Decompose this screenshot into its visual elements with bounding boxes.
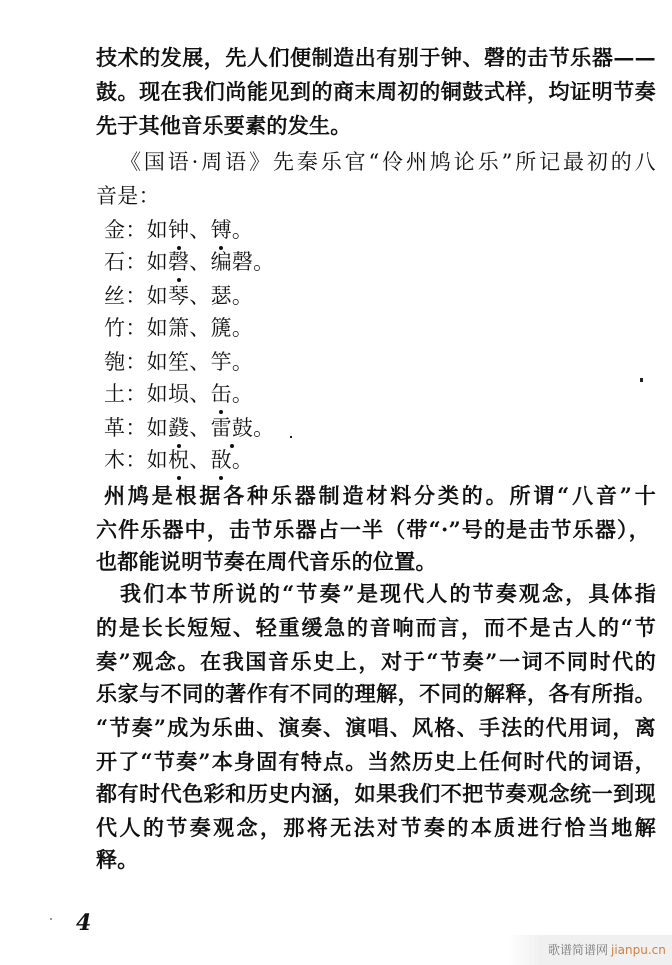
- text-line: 奏”观念。在我国音乐史上，对于“节奏”一词不同时代的: [96, 649, 656, 674]
- instrument-name: 瑟: [210, 284, 232, 308]
- prefix: 如: [146, 316, 168, 340]
- enum-comma: 、: [189, 316, 211, 340]
- eight-sounds-item: [104, 380, 664, 408]
- separator: ：: [125, 250, 147, 274]
- material-label: 丝: [104, 284, 126, 308]
- period: 。: [231, 316, 254, 340]
- eight-sounds-item: [104, 282, 664, 310]
- instrument-name: 笙: [167, 350, 190, 374]
- period: 。: [231, 284, 254, 308]
- eight-sounds-item: [104, 248, 664, 276]
- material-label: 石: [104, 250, 126, 274]
- prefix: 如: [146, 250, 168, 274]
- material-label: 金: [104, 218, 126, 242]
- watermark-en: jianpu.cn: [611, 943, 666, 957]
- watermark-cn: 歌谱简谱网: [548, 943, 609, 957]
- enum-comma: 、: [189, 284, 211, 308]
- separator: ：: [125, 382, 147, 406]
- text-line: 代人的节奏观念，那将无法对节奏的本质进行恰当地解: [96, 815, 656, 840]
- instrument-name: 鼗: [167, 416, 190, 440]
- instrument-name: 缶: [210, 382, 232, 406]
- material-label: 匏: [104, 350, 126, 374]
- instrument-name: 敔: [210, 448, 232, 472]
- text-line: 乐家与不同的著作有不同的理解，不同的解释，各有所指。: [96, 681, 656, 706]
- instrument-name: 镈: [210, 218, 232, 242]
- text-line: 的是长长短短、轻重缓急的音响而言，而不是古人的“节: [96, 615, 656, 640]
- prefix: 如: [146, 382, 168, 406]
- prefix: 如: [146, 284, 168, 308]
- period: 。: [253, 250, 275, 274]
- enum-comma: 、: [189, 350, 211, 374]
- instrument-name: 柷: [167, 448, 190, 472]
- text-line: “节奏”成为乐曲、演奏、演唱、风格、手法的代用词，离: [96, 715, 656, 740]
- instrument-name: 钟: [167, 218, 190, 242]
- enum-comma: 、: [189, 250, 211, 274]
- period: 。: [231, 350, 254, 374]
- text-line: 开了“节奏”本身固有特点。当然历史上任何时代的词语，: [96, 749, 656, 774]
- prefix: 如: [146, 218, 168, 242]
- enum-comma: 、: [189, 382, 211, 406]
- page-number: 4: [76, 910, 92, 936]
- material-label: 土: [104, 382, 126, 406]
- scan-speck: [50, 918, 52, 920]
- separator: ：: [125, 316, 147, 340]
- separator: ：: [125, 350, 147, 374]
- text-line: 释。: [96, 847, 139, 872]
- enum-comma: 、: [189, 448, 211, 472]
- eight-sounds-item: [104, 314, 664, 342]
- eight-sounds-item: [104, 414, 664, 442]
- text-line: 也都能说明节奏在周代音乐的位置。: [96, 549, 437, 574]
- separator: ：: [125, 284, 147, 308]
- eight-sounds-item: [104, 216, 664, 244]
- text-line: 《国语·周语》先秦乐官“伶州鸠论乐”所记最初的八: [120, 150, 656, 174]
- scan-speck: [640, 378, 643, 382]
- instrument-name: 琴: [167, 284, 190, 308]
- separator: ：: [125, 448, 147, 472]
- text-line: 六件乐器中，击节乐器占一半（带“·”号的是击节乐器），: [96, 517, 650, 542]
- period: 。: [231, 382, 254, 406]
- material-label: 竹: [104, 316, 126, 340]
- instrument-name: 埙: [167, 382, 190, 406]
- separator: ：: [125, 416, 147, 440]
- eight-sounds-item: [104, 446, 664, 474]
- text-line: 音是：: [96, 184, 160, 208]
- text-line: 鼓。现在我们尚能见到的商末周初的铜鼓式样，均证明节奏: [96, 79, 656, 104]
- text-line: 我们本节所说的“节奏”是现代人的节奏观念，具体指: [120, 581, 656, 606]
- period: 。: [231, 448, 254, 472]
- scan-speck: [290, 436, 292, 438]
- watermark: [508, 935, 672, 965]
- enum-comma: 、: [189, 416, 211, 440]
- instrument-name: 编磬: [210, 250, 254, 274]
- prefix: 如: [146, 416, 168, 440]
- instrument-name: 箫: [167, 316, 190, 340]
- material-label: 革: [104, 416, 126, 440]
- text-line: 州鸠是根据各种乐器制造材料分类的。所谓“八音”十: [104, 483, 656, 508]
- instrument-name: 竽: [210, 350, 232, 374]
- instrument-name: 篪: [210, 316, 232, 340]
- prefix: 如: [146, 350, 168, 374]
- text-line: 先于其他音乐要素的发生。: [96, 113, 352, 138]
- period: 。: [253, 416, 275, 440]
- text-line: 技术的发展，先人们便制造出有别于钟、磬的击节乐器——: [96, 45, 656, 70]
- material-label: 木: [104, 448, 126, 472]
- prefix: 如: [146, 448, 168, 472]
- eight-sounds-item: [104, 348, 664, 376]
- text-line: 都有时代色彩和历史内涵，如果我们不把节奏观念统一到现: [96, 781, 656, 806]
- period: 。: [231, 218, 254, 242]
- separator: ：: [125, 218, 147, 242]
- enum-comma: 、: [189, 218, 211, 242]
- instrument-name: 雷鼓: [210, 416, 254, 440]
- instrument-name: 磬: [167, 250, 190, 274]
